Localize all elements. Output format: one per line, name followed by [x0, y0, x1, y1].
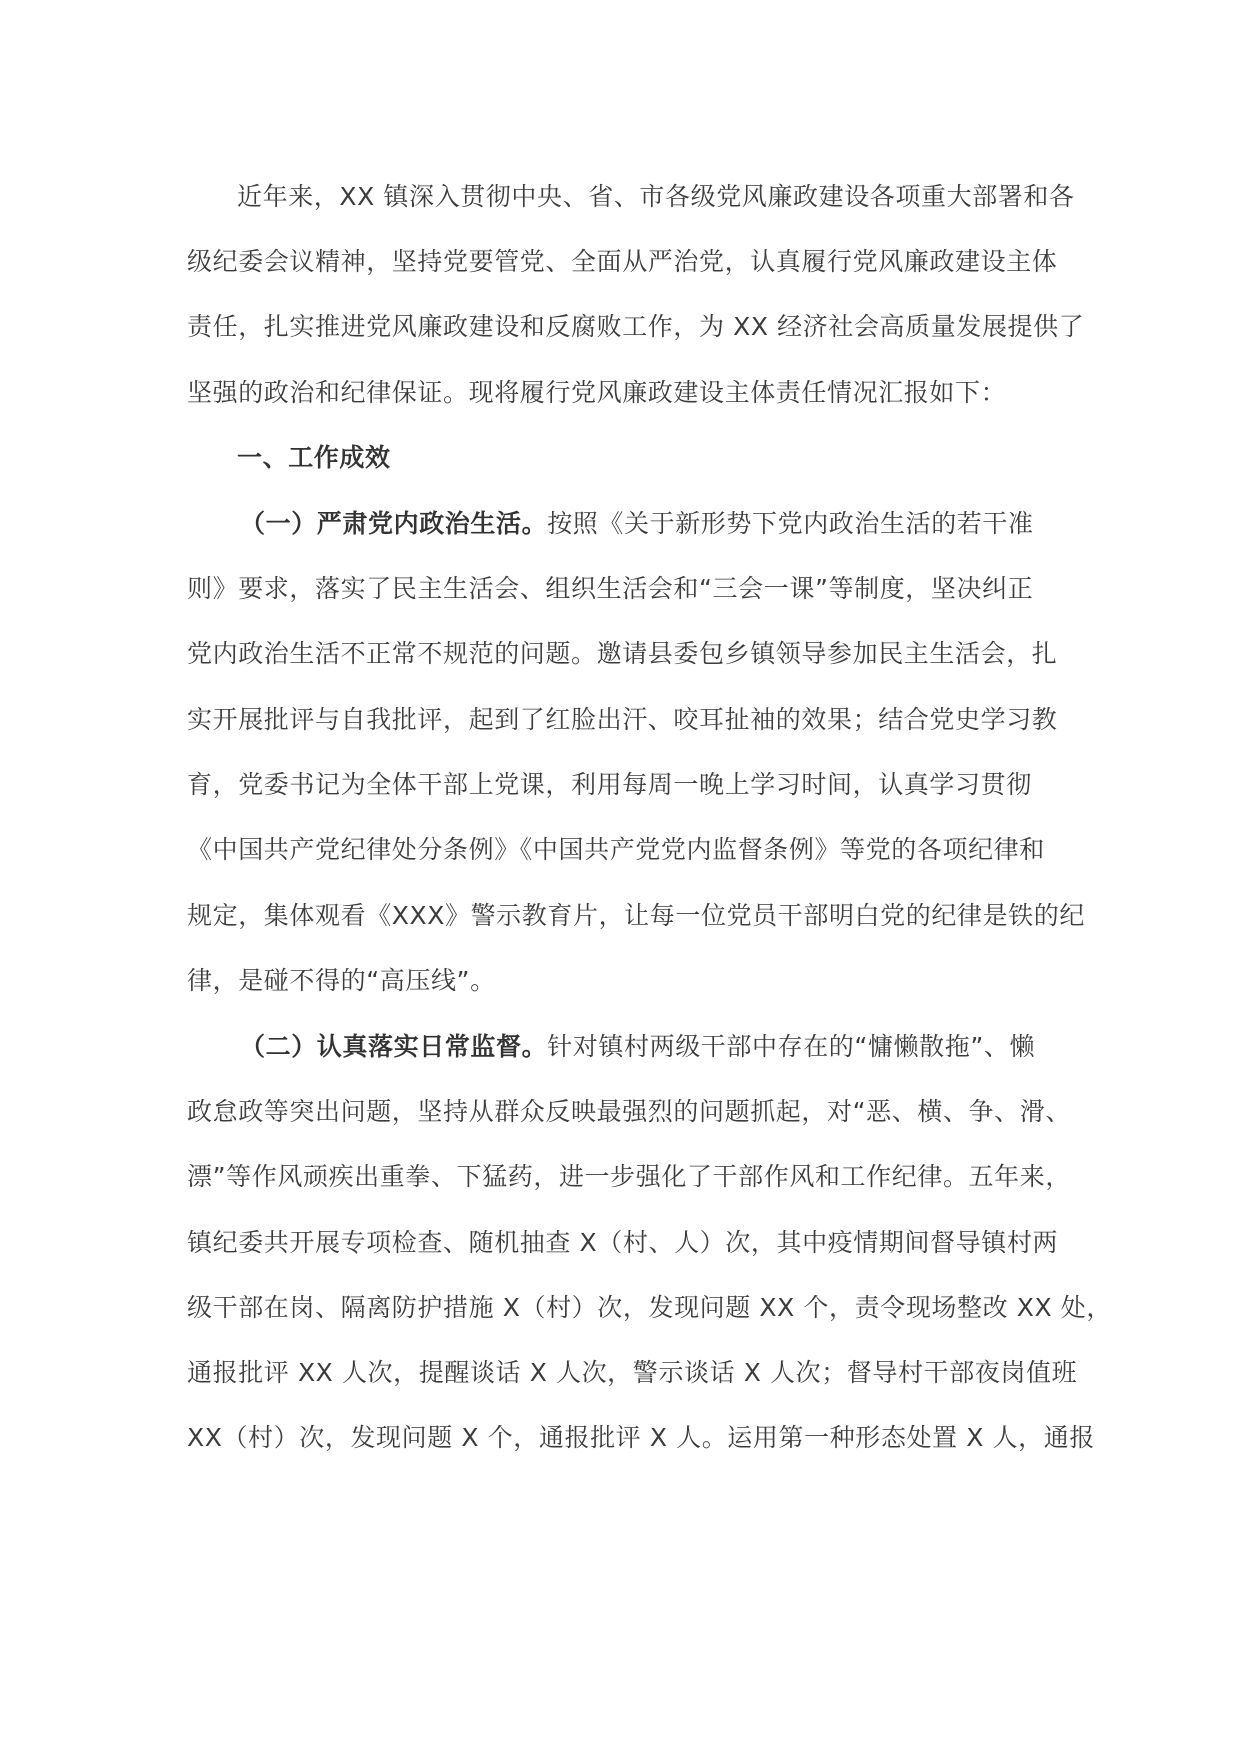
subsection-1-title: （一）严肃党内政治生活。 — [240, 509, 548, 538]
subsection-2-line: 通报批评 XX 人次，提醒谈话 X 人次，警示谈话 X 人次；督导村干部夜岗值班 — [187, 1358, 1078, 1387]
intro-line-3: 责任，扎实推进党风廉政建设和反腐败工作，为 XX 经济社会高质量发展提供了 — [187, 312, 1085, 341]
intro-line-1: 近年来，XX 镇深入贯彻中央、省、市各级党风廉政建设各项重大部署和各 — [237, 182, 1075, 211]
section-heading: 一、工作成效 — [237, 443, 391, 472]
subsection-2-line: 漂”等作风顽疾出重拳、下猛药，进一步强化了干部作风和工作纪律。五年来， — [187, 1162, 1071, 1191]
subsection-1-line: 规定，集体观看《XXX》警示教育片，让每一位党员干部明白党的纪律是铁的纪 — [187, 901, 1085, 930]
subsection-2-line: 级干部在岗、隔离防护措施 X（村）次，发现问题 XX 个，责令现场整改 XX 处， — [187, 1293, 1112, 1322]
subsection-1-line: 党内政治生活不正常不规范的问题。邀请县委包乡镇领导参加民主生活会，扎 — [187, 639, 1058, 668]
subsection-1-first-line — [240, 504, 1034, 544]
subsection-1-line: 育，党委书记为全体干部上党课，利用每周一晚上学习时间，认真学习贯彻 — [187, 770, 1032, 799]
subsection-2-first-line — [240, 1027, 1035, 1067]
subsection-2-first-line-text: 针对镇村两级干部中存在的“慵懒散拖”、懒 — [547, 1032, 1036, 1061]
subsection-1-line: 律，是碰不得的“高压线”。 — [187, 966, 496, 995]
subsection-2-line: 政怠政等突出问题，坚持从群众反映最强烈的问题抓起，对“恶、横、争、滑、 — [187, 1097, 1071, 1126]
subsection-2-line: XX（村）次，发现问题 X 个，通报批评 X 人。运用第一种形态处置 X 人，通报 — [187, 1423, 1095, 1452]
intro-line-4: 坚强的政治和纪律保证。现将履行党风廉政建设主体责任情况汇报如下： — [187, 378, 1007, 407]
subsection-1-line: 实开展批评与自我批评，起到了红脸出汗、咬耳扯袖的效果；结合党史学习教 — [187, 705, 1058, 734]
intro-line-2: 级纪委会议精神，坚持党要管党、全面从严治党，认真履行党风廉政建设主体 — [187, 247, 1058, 276]
subsection-1-line: 《中国共产党纪律处分条例》《中国共产党党内监督条例》等党的各项纪律和 — [187, 835, 1045, 864]
subsection-1-line: 则》要求，落实了民主生活会、组织生活会和“三会一课”等制度，坚决纠正 — [187, 574, 1034, 603]
subsection-1-first-line-text: 按照《关于新形势下党内政治生活的若干准 — [547, 509, 1034, 538]
subsection-2-line: 镇纪委共开展专项检查、随机抽查 X（村、人）次，其中疫情期间督导镇村两 — [187, 1228, 1059, 1257]
subsection-2-title: （二）认真落实日常监督。 — [240, 1032, 548, 1061]
